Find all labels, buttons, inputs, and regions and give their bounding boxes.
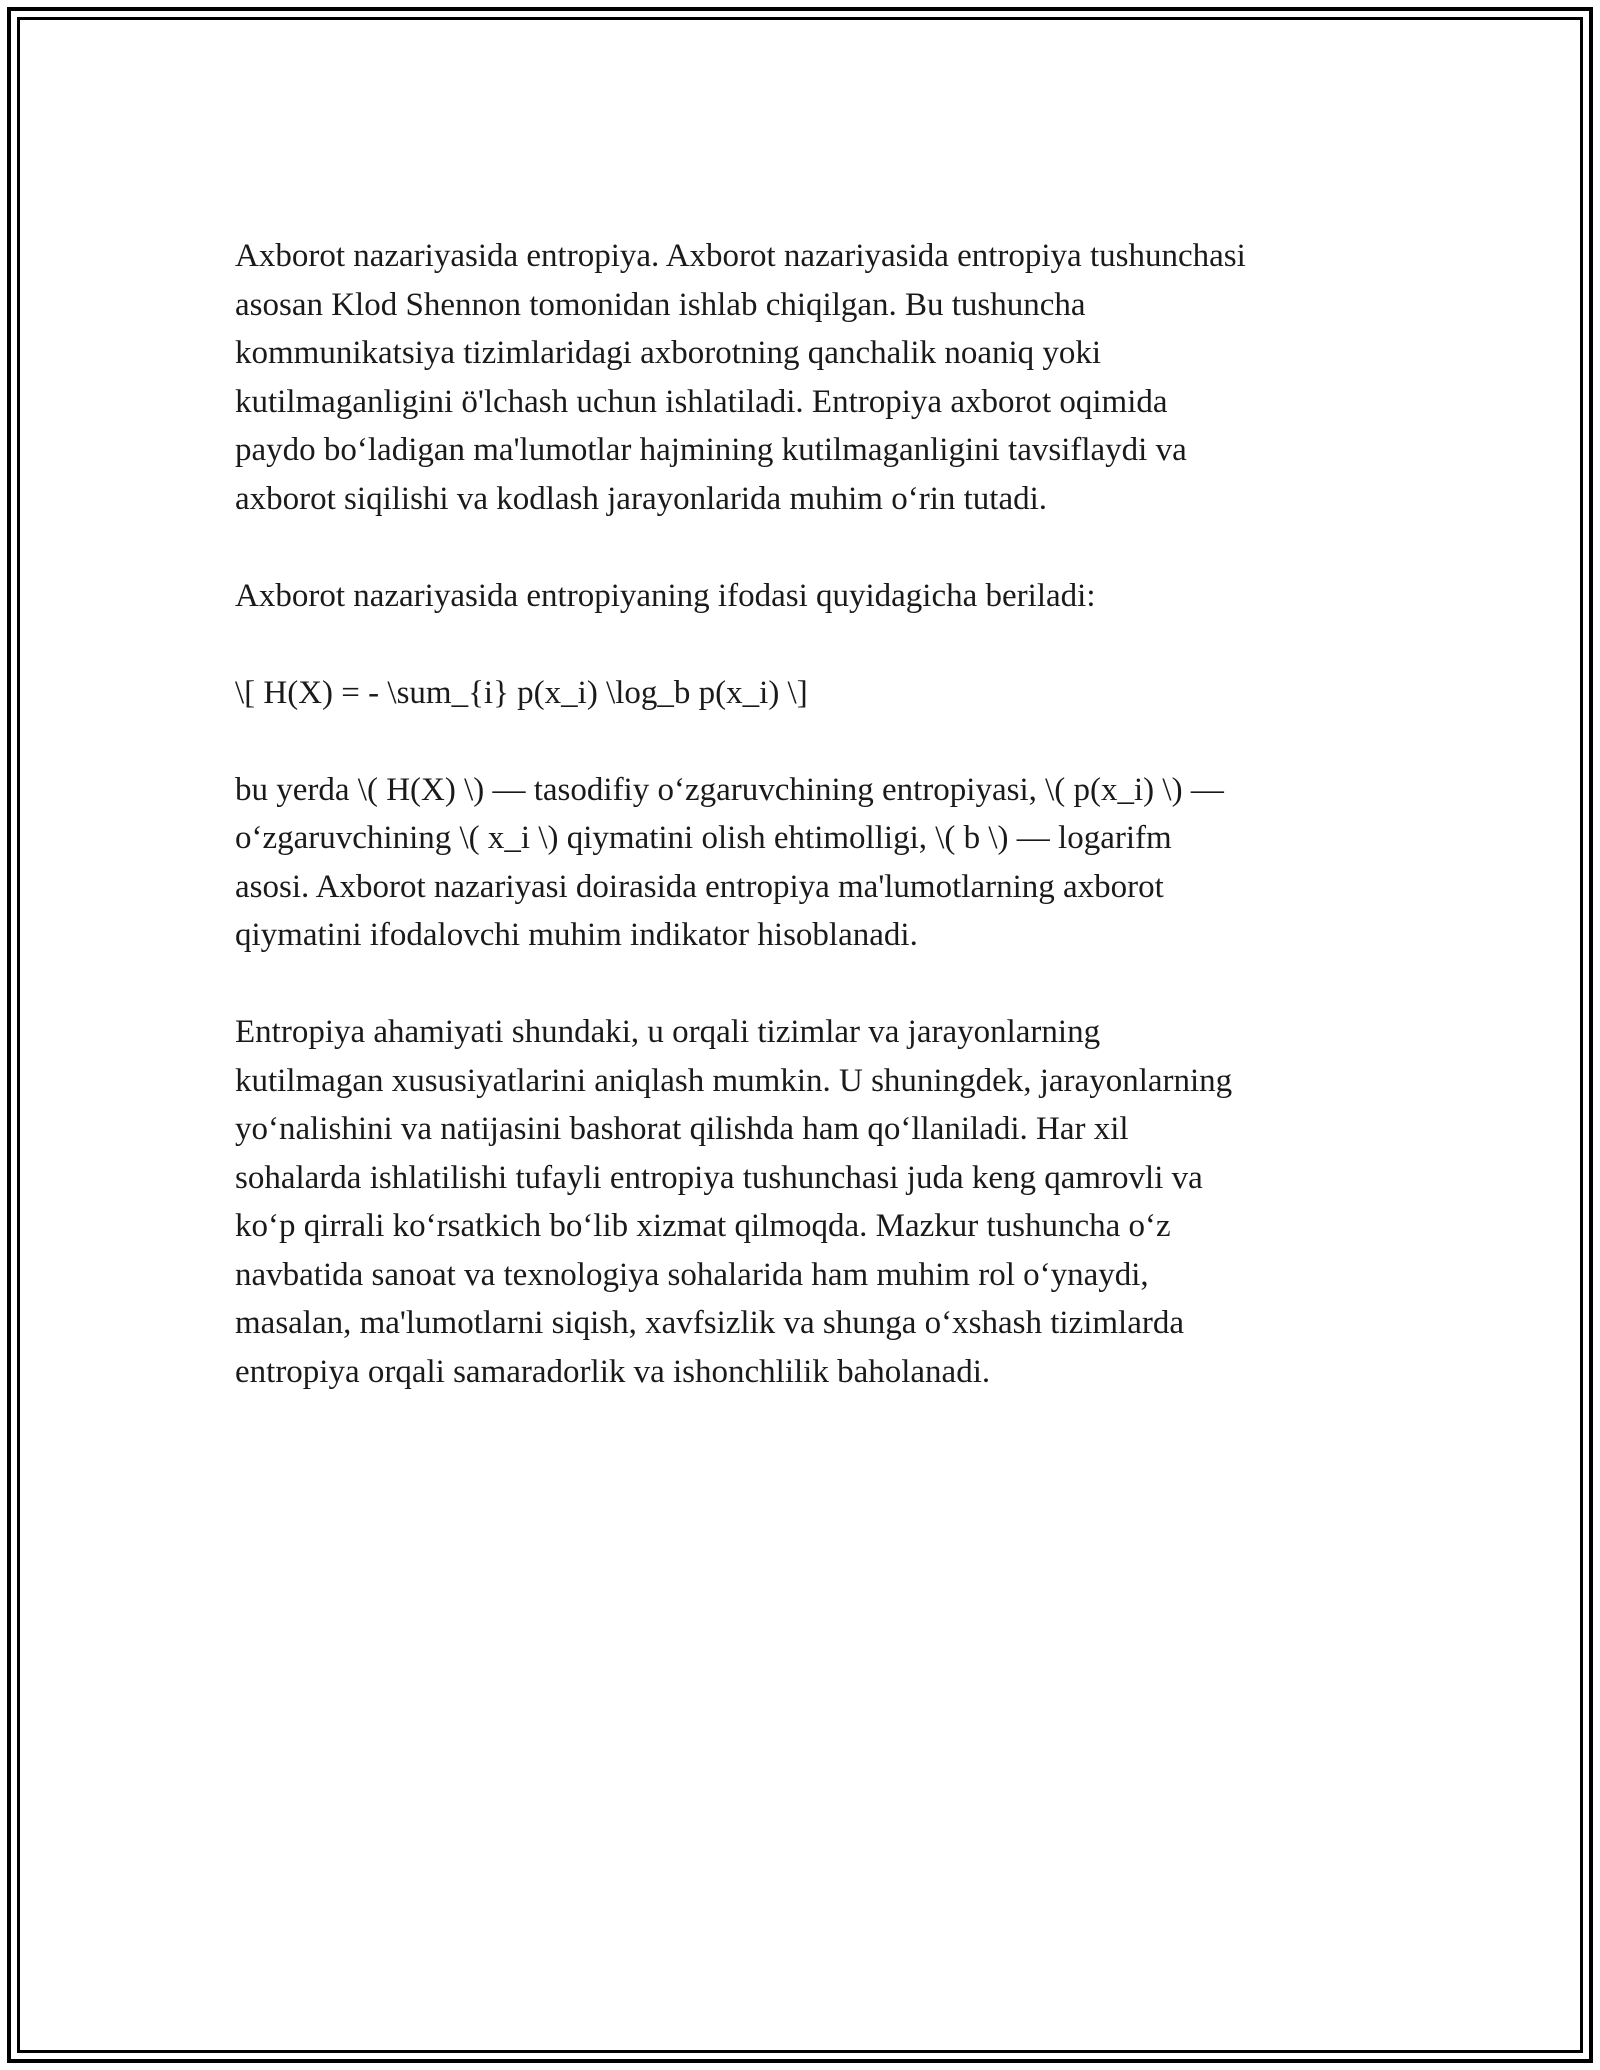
paragraph-significance: Entropiya ahamiyati shundaki, u orqali tizimlar va jarayonlarning kutilmagan xususiyatlarini aniqlash mumkin. U shuningdek, jarayonlarning yoʻnalishini va natijasini bashorat qilishda ham qoʻllaniladi. Har xil sohalarda ishlatilishi tufayli entropiya tushunchasi juda keng qamrovli va koʻp qirrali koʻrsatkich boʻlib xizmat qilmoqda. Mazkur tushuncha oʻz navbatida sanoat va texnologiya sohalarida ham muhim rol oʻynaydi, masalan, ma'lumotlarni siqish, xavfsizlik va shunga oʻxshash tizimlarda entropiya orqali samaradorlik va ishonchlilik baholanadi. [235,1014,1233,1390]
paragraph-formula-explanation: bu yerda \( H(X) \) — tasodifiy oʻzgaruvchining entropiyasi, \( p(x_i) \) — oʻzgaruvchining \( x_i \) qiymatini olish ehtimolligi, \( b \) — logarifm asosi. Axborot nazariyasi doirasida entropiya ma'lumotlarning axborot qiymatini ifodalovchi muhim indikator hisoblanadi. [235,771,1224,953]
paragraph-intro: Axborot nazariyasida entropiya. Axborot nazariyasida entropiya tushunchasi asosan Klod Shennon tomonidan ishlab chiqilgan. Bu tushuncha kommunikatsiya tizimlaridagi axborotning qanchalik noaniq yoki kutilmaganligini ö'lchash uchun ishlatiladi. Entropiya axborot oqimida paydo boʻladigan ma'lumotlar hajmining kutilmaganligini tavsiflaydi va axborot siqilishi va kodlash jarayonlarida muhim oʻrin tutadi. [235,238,1246,517]
paragraph-formula-intro: Axborot nazariyasida entropiyaning ifodasi quyidagicha beriladi: [235,577,1096,614]
formula-entropy: \[ H(X) = - \sum_{i} p(x_i) \log_b p(x_i) \] [235,674,808,711]
document-body [235,232,1375,1396]
